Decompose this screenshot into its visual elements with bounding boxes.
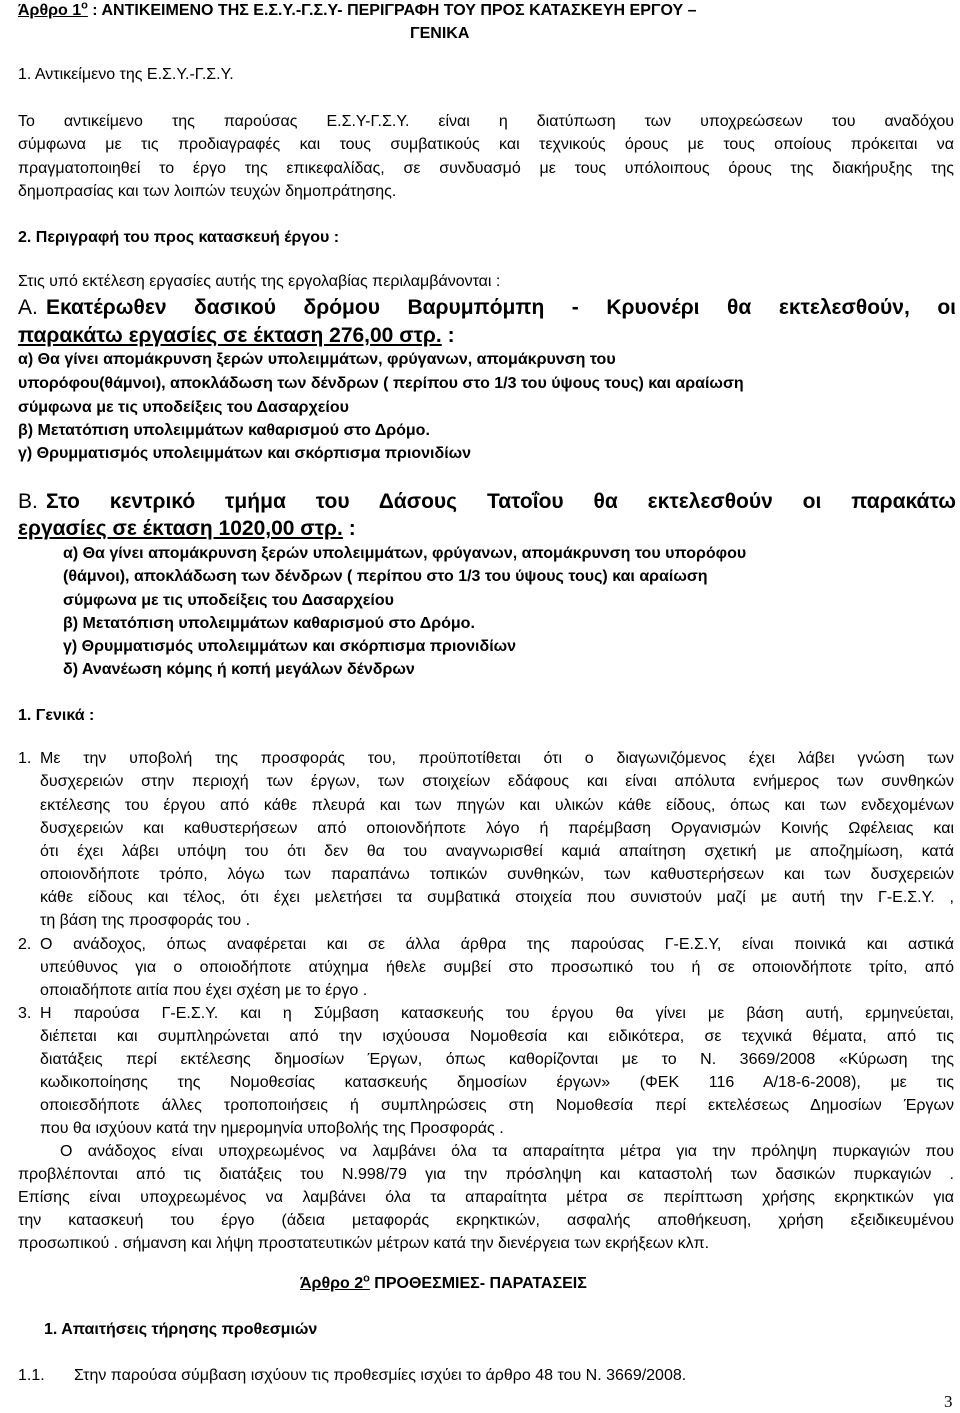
final-para-line: την κατασκευή του έργο (άδεια μεταφοράς εκρηκτικών, ασφαλής αποθήκευση, χρήση εξειδικευμένου — [18, 1212, 954, 1229]
general-para-line: κωδικοποίησης της Νομοθεσίας κατασκευής δημοσίων έργων» (ΦΕΚ 116 Α/18-6-2008), με τις — [40, 1074, 954, 1091]
partB-letter: Β. — [18, 490, 38, 513]
general-para-line: τη βάση της προσφοράς του . — [40, 912, 251, 929]
intro-line: πραγματοποιηθεί το έργο της επικεφαλίδας, σε συνδυασμό με τους υπόλοιπους όρους της διακήρυξης της — [18, 160, 954, 177]
section1-title: 1. Αντικείμενο της Ε.Σ.Υ.-Γ.Σ.Υ. — [18, 66, 234, 83]
partA-letter: Α. — [18, 296, 38, 319]
final-para-line: Επίσης είναι υποχρεωμένος να λαμβάνει όλα τα απαραίτητα μέτρα σε περίπτωση χρήσης εκρηκτικών για — [18, 1189, 954, 1206]
general-para-line: οποιονδήποτε τρόπο, λόγω των παραπάνω τοπικών συνθηκών, των καθυστερήσεων και των δυσχερειών — [40, 866, 954, 883]
partA-item: σύμφωνα με τις υποδείξεις του Δασαρχείου — [18, 399, 349, 416]
partB-title-line1: Στο κεντρικό τμήμα του Δάσους Τατοΐου θα εκτελεσθούν οι παρακάτω — [46, 490, 956, 513]
intro-line: Το αντικείμενο της παρούσας Ε.Σ.Υ-Γ.Σ.Υ. είναι η διατύπωση των υποχρεώσεων του αναδόχου — [18, 113, 954, 130]
article2-sub11-number: 1.1. — [18, 1367, 45, 1384]
final-para-line: Ο ανάδοχος είναι υποχρεωμένος να λαμβάνει όλα τα απαραίτητα μέτρα για την πρόληψη πυρκαγιών που — [60, 1143, 954, 1160]
final-para-line: προσωπικού . σήμανση και λήψη προστατευτικών μέτρων κατά την διενέργεια των εκρήξεων κλπ. — [18, 1235, 710, 1252]
general-para-line: διατάξεις περί εκτέλεσης δημοσίων Έργων, όπως καθορίζονται με το Ν. 3669/2008 «Κύρωση της — [40, 1051, 954, 1068]
partB-title-line2: εργασίες σε έκταση 1020,00 στρ. : — [18, 517, 356, 540]
general-para-line: Η παρούσα Γ-Ε.Σ.Υ. και η Σύμβαση κατασκευής του έργου θα γίνει με βάση αυτή, ερμηνεύεται, — [40, 1005, 954, 1022]
general-para-line: Ο ανάδοχος, όπως αναφέρεται και σε άλλα άρθρα της παρούσας Γ-Ε.Σ.Υ, είναι ποινικά και αστικά — [40, 936, 954, 953]
article2-heading: Άρθρο $2^o$ ΠΡΟΘΕΣΜΙΕΣ- ΠΑΡΑΤΑΣΕΙΣ — [300, 1272, 587, 1292]
general-para-number: 2. — [18, 936, 32, 953]
general-para-line: οποιαδήποτε αιτία που έχει σχέση με το έργο . — [40, 982, 368, 999]
partA-item: υπορόφου(θάμνοι), αποκλάδωση των δένδρων ( περίπου στο 1/3 του ύψους τους) και αραίωση — [18, 375, 744, 392]
general-para-line: εκτέλεσης του έργου από κάθε πλευρά και των πηγών και υλικών κάθε είδους, όπως και των ενδεχομένων — [40, 797, 954, 814]
page-number: 3 — [944, 1392, 953, 1411]
general-para-number: 3. — [18, 1005, 32, 1022]
general-title: 1. Γενικά : — [18, 707, 95, 724]
general-para-number: 1. — [18, 750, 32, 767]
partA-title-line2: παρακάτω εργασίες σε έκταση 276,00 στρ. : — [18, 324, 455, 347]
general-para-line: δυσχερειών και καθυστερήσεων από οποιονδήποτε λόγο ή παρέμβαση Οργανισμών Κοινής Ωφέλειας και — [40, 820, 954, 837]
partB-item: α) Θα γίνει απομάκρυνση ξερών υπολειμμάτων, φρύγανων, απομάκρυνση του υπορόφου — [63, 545, 747, 562]
general-para-line: οποιεσδήποτε άλλες τροποποιήσεις ή συμπληρώσεις στη Νομοθεσία περί εκτελέσεως Δημοσίων Έργων — [40, 1097, 954, 1114]
article2-sub1-title: 1. Απαιτήσεις τήρησης προθεσμιών — [44, 1321, 318, 1338]
partB-item: γ) Θρυμματισμός υπολειμμάτων και σκόρπισμα πριονιδίων — [63, 638, 517, 655]
partA-item: γ) Θρυμματισμός υπολειμμάτων και σκόρπισμα πριονιδίων — [18, 445, 472, 462]
partA-item: α) Θα γίνει απομάκρυνση ξερών υπολειμμάτων, φρύγανων, απομάκρυνση του — [18, 351, 616, 368]
general-para-line: υπεύθυνος για ο οποιοδήποτε ατύχημα ήθελε συμβεί στο προσωπικό του ή σε οποιονδήποτε τρίτο, από — [40, 959, 954, 976]
article2-sub11-text: Στην παρούσα σύμβαση ισχύουν τις προθεσμίες ισχύει το άρθρο 48 του Ν. 3669/2008. — [74, 1367, 687, 1384]
intro-line: δημοπρασίας και των λοιπών τευχών δημοπράτησης. — [18, 183, 397, 200]
partB-item: δ) Ανανέωση κόμης ή κοπή μεγάλων δένδρων — [63, 661, 415, 678]
partA-item: β) Μετατόπιση υπολειμμάτων καθαρισμού στο Δρόμο. — [18, 422, 430, 439]
general-para-line: δυσχερειών στην περιοχή των έργων, των στοιχείων εδάφους και είναι απόλυτα ενήμερος των συνθηκών — [40, 773, 954, 790]
article1-heading-line2: ΓΕΝΙΚΑ — [410, 25, 470, 42]
final-para-line: προβλέπονται από τις διατάξεις του Ν.998/79 για την πρόσληψη και καταστολή των δασικών πυρκαγιών . — [18, 1166, 954, 1183]
intro-line: σύμφωνα με τις προδιαγραφές και τους συμβατικούς και τεχνικούς όρους με τους οποίους πρόκειται να — [18, 136, 954, 153]
section2-intro: Στις υπό εκτέλεση εργασίες αυτής της εργολαβίας περιλαμβάνονται : — [18, 273, 501, 290]
general-para-line: κάθε είδους και τέλος, ότι έχει μελετήσει τα συμβατικά στοιχεία που συνιστούν μαζί με αυτή την Γ-Ε.Σ.Υ. , — [40, 889, 954, 906]
general-para-line: ότι έχει λάβει υπόψη του ότι δεν θα του αναγνωρισθεί καμιά απαίτηση σχετική με αποζημίωση, κατά — [40, 843, 954, 860]
partB-item: (θάμνοι), αποκλάδωση των δένδρων ( περίπου στο 1/3 του ύψους τους) και αραίωση — [63, 568, 708, 585]
general-para-line: διέπεται και συμπληρώνεται από την ισχύουσα Νομοθεσία και ειδικότερα, σε τεχνικά θέματα, από τις — [40, 1028, 954, 1045]
partA-title-line1: Εκατέρωθεν δασικού δρόμου Βαρυμπόμπη - Κρυονέρι θα εκτελεσθούν, οι — [46, 296, 956, 319]
general-para-line: που θα ισχύουν κατά την ημερομηνία υποβολής της Προσφοράς . — [40, 1120, 504, 1137]
partB-item: β) Μετατόπιση υπολειμμάτων καθαρισμού στο Δρόμο. — [63, 615, 475, 632]
section2-title: 2. Περιγραφή του προς κατασκευή έργου : — [18, 229, 340, 246]
article1-heading: Άρθρο $1^o$ : ΑΝΤΙΚΕΙΜΕΝΟ ΤΗΣ Ε.Σ.Υ.-Γ.Σ.Υ- ΠΕΡΙΓΡΑΦΗ ΤΟΥ ΠΡΟΣ ΚΑΤΑΣΚΕΥΗ ΕΡΓΟΥ – — [18, 0, 697, 19]
general-para-line: Με την υποβολή της προσφοράς του, προϋποτίθεται ότι ο διαγωνιζόμενος έχει λάβει γνώση των — [40, 750, 954, 767]
partB-item: σύμφωνα με τις υποδείξεις του Δασαρχείου — [63, 592, 394, 609]
